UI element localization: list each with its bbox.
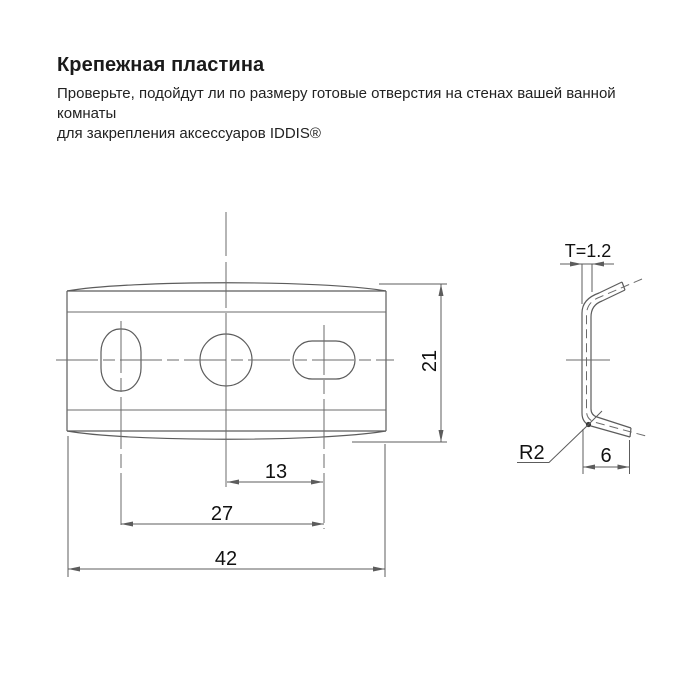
profile-bottom-cap (630, 428, 631, 437)
front-view-centerlines (56, 212, 394, 529)
dim-label-width: 42 (214, 548, 238, 570)
dim42-arrow-right (373, 567, 385, 572)
description-line-1: Проверьте, подойдут ли по размеру готовые отверстия на стенах вашей ванной комнаты (57, 85, 616, 122)
description-line-2: для закрепления аксессуаров IDDIS® (57, 125, 321, 142)
page-title: Крепежная пластина (57, 54, 265, 76)
dim42-arrow-left (68, 567, 80, 572)
dim13-arrow-right (311, 480, 323, 485)
dim27-arrow-right (312, 522, 324, 527)
dim6-arrow-right (618, 465, 630, 470)
dim-label-bend-radius: R2 (519, 442, 545, 464)
dim6-arrow-left (583, 465, 595, 470)
dim13-arrow-left (227, 480, 239, 485)
dim-label-spacing-small: 13 (264, 461, 288, 483)
dim-label-spacing-large: 27 (210, 503, 234, 525)
dim27-arrow-left (121, 522, 133, 527)
side-view-profile (566, 279, 646, 437)
dim-label-thickness: T=1.2 (564, 241, 612, 261)
dim21-arrow-bottom (439, 430, 444, 442)
profile-centerline (587, 279, 647, 436)
dimT-arrow-left (570, 262, 582, 267)
dim21-arrow-top (439, 284, 444, 296)
dim-label-height: 21 (419, 349, 441, 373)
dimT-arrow-right (592, 262, 604, 267)
profile-inner-surface (591, 290, 631, 428)
dim-label-flange-depth: 6 (600, 445, 612, 467)
